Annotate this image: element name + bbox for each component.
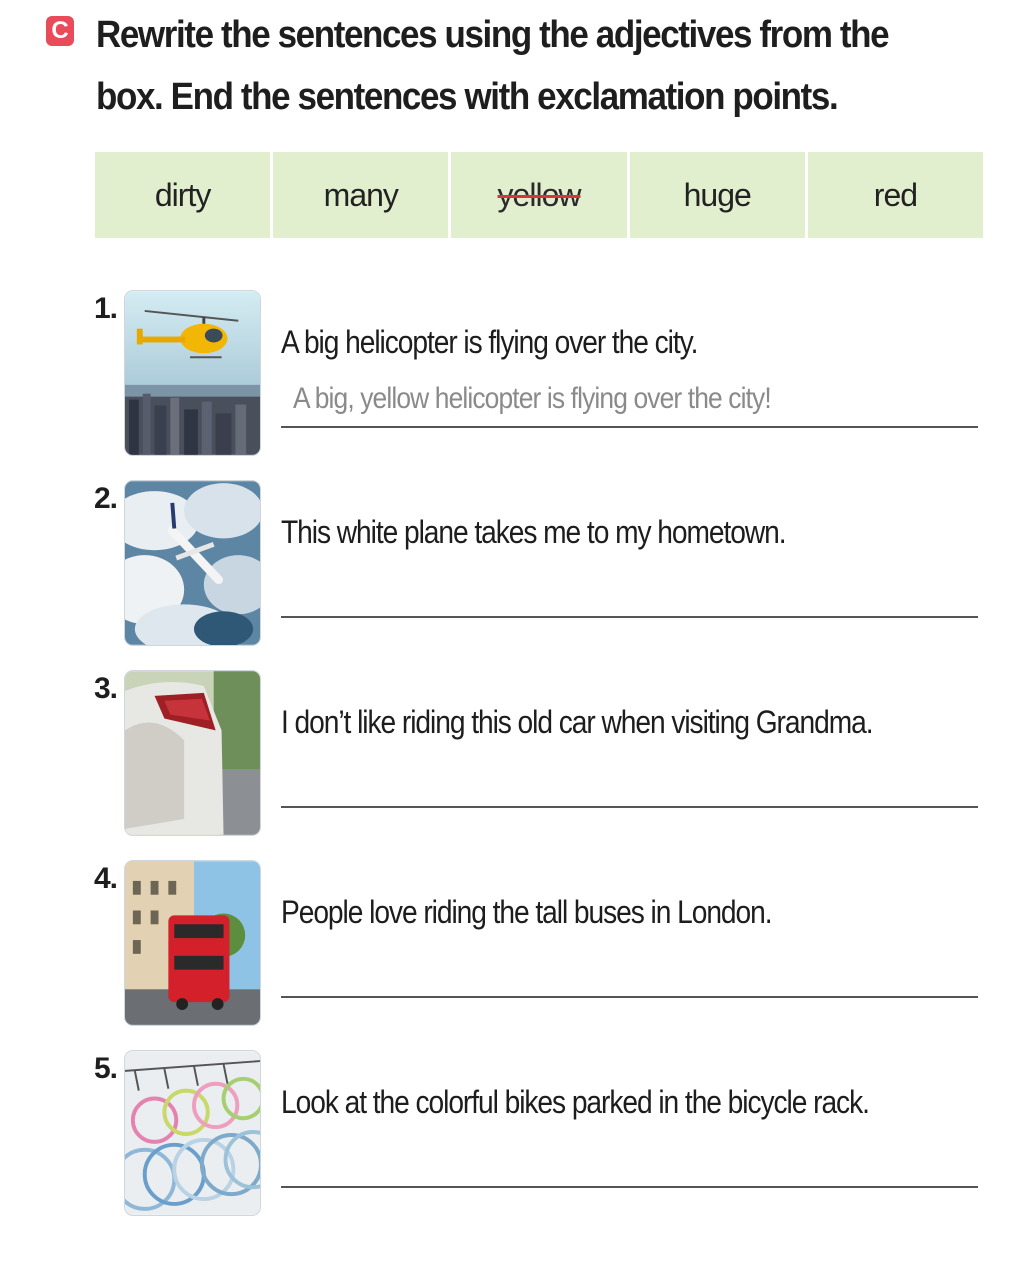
item-answer-text[interactable]: A big, yellow helicopter is flying over the city! (293, 382, 771, 415)
word-label-crossed-out: yellow (497, 176, 581, 213)
item-number: 1. (94, 292, 118, 325)
helicopter-image (124, 290, 261, 456)
item-number: 3. (94, 672, 118, 705)
instruction-text: Rewrite the sentences using the adjectives from the box. End the sentences with exclamation points. (96, 14, 889, 118)
item-sentence: People love riding the tall buses in London. (281, 894, 772, 930)
car-image (124, 670, 261, 836)
word-cell-red (808, 152, 983, 238)
adjective-word-box (95, 152, 983, 238)
answer-line[interactable] (281, 806, 978, 808)
word-label: huge (683, 176, 751, 213)
answer-line[interactable] (281, 426, 978, 428)
word-cell-dirty (95, 152, 270, 238)
item-number: 4. (94, 862, 118, 895)
item-number: 2. (94, 482, 118, 515)
item-sentence: A big helicopter is flying over the city. (281, 324, 698, 360)
item-sentence: Look at the colorful bikes parked in the bicycle rack. (281, 1084, 869, 1120)
exercise-item-5 (0, 1050, 1024, 1220)
section-badge: C (46, 16, 74, 46)
answer-line[interactable] (281, 1186, 978, 1188)
bus-image (124, 860, 261, 1026)
word-cell-many (273, 152, 448, 238)
exercise-item-3 (0, 670, 1024, 840)
answer-line[interactable] (281, 616, 978, 618)
answer-line[interactable] (281, 996, 978, 998)
word-cell-huge (630, 152, 805, 238)
exercise-item-1 (0, 290, 1024, 460)
word-cell-yellow (451, 152, 626, 238)
bicycles-image (124, 1050, 261, 1216)
item-number: 5. (94, 1052, 118, 1085)
word-label: many (323, 176, 398, 213)
exercise-item-2 (0, 480, 1024, 650)
exercise-item-4 (0, 860, 1024, 1030)
word-label: dirty (154, 176, 211, 213)
item-sentence: I don’t like riding this old car when visiting Grandma. (281, 704, 873, 740)
airplane-image (124, 480, 261, 646)
word-label: red (873, 176, 918, 213)
item-sentence: This white plane takes me to my hometown. (281, 514, 786, 550)
